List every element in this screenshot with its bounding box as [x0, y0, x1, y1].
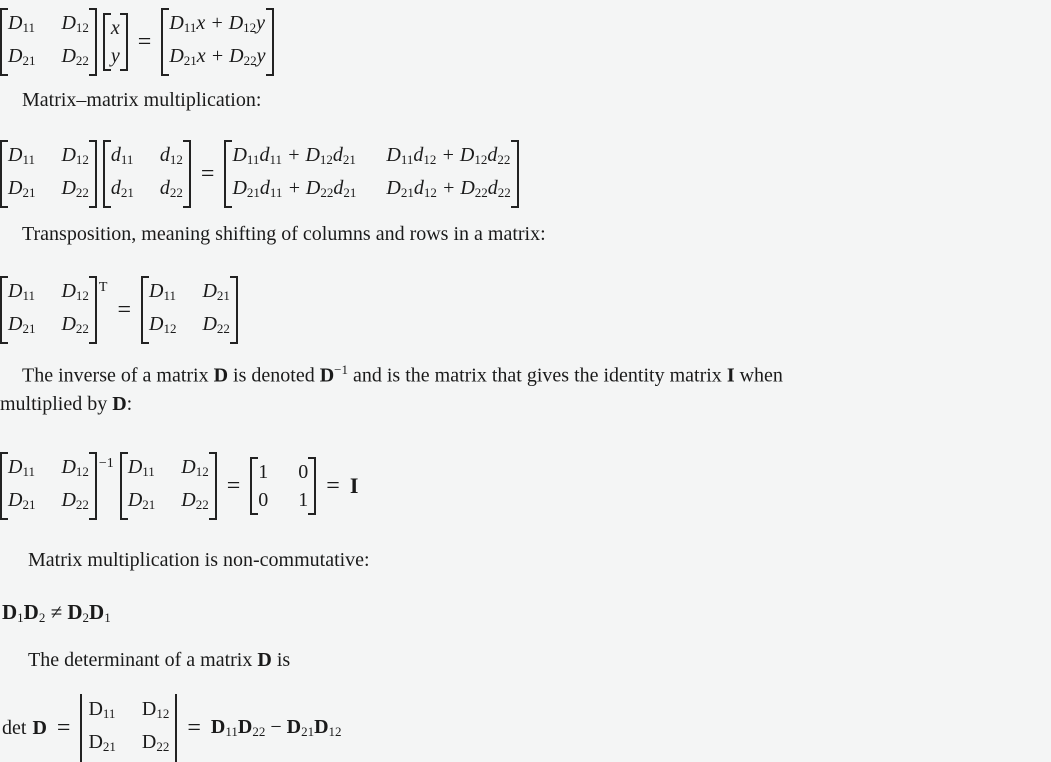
inverse-superscript: −1: [98, 456, 114, 471]
equation-noncommutative: $D_1D_2 \ne D_2D_1$: [2, 600, 111, 625]
matrix-D: $D_{11}$ $D_{12}$ $D_{21}$ $D_{22}$: [0, 140, 97, 208]
equation-inverse: $D_{11}$ $D_{12}$ $D_{21}$ $D_{22}$ −1 $D_{11}$ $D_{12}$ $D_{21}$ $D_{22}$ = 1 0 0 1 = I: [0, 452, 358, 520]
matrix-D-2: $D_{11}$ $D_{12}$ $D_{21}$ $D_{22}$: [120, 452, 217, 520]
paragraph-inverse-line1: The inverse of a matrix D is denoted $D^{-1}$ and is the matrix that gives the identity matrix I when: [22, 362, 783, 387]
paragraph-transposition: Transposition, meaning shifting of columns and rows in a matrix:: [22, 223, 546, 245]
equation-matrix-vector: $D_{11}$ $D_{12}$ $D_{21}$ $D_{22}$ x y = $D_{11}x + D_{12}y$ $D_{21}x + D_{22}y$: [0, 8, 274, 76]
matrix-D: $D_{11}$ $D_{12}$ $D_{21}$ $D_{22}$: [0, 8, 97, 76]
equation-matrix-matrix: $D_{11}$ $D_{12}$ $D_{21}$ $D_{22}$ $d_{11}$ $d_{12}$ $d_{21}$ $d_{22}$ = $D_{11}d_{11} + D_{12}d_{21}$ $D_{11}d_{12} + D_{12}d_{22}$ $D_{21}d_{11} + D_{22}d_{21}$ $D_{21}d_{12} + D_{22}d_{22}$: [0, 140, 519, 208]
matrix-D: $D_{11}$ $D_{12}$ $D_{21}$ $D_{22}$: [0, 276, 97, 344]
matrix-D: $D_{11}$ $D_{12}$ $D_{21}$ $D_{22}$: [0, 452, 97, 520]
transposed-matrix: $D_{11}$ $D_{21}$ $D_{12}$ $D_{22}$: [141, 276, 238, 344]
result-vector: $D_{11}x + D_{12}y$ $D_{21}x + D_{22}y$: [161, 8, 273, 76]
result-matrix: $D_{11}d_{11} + D_{12}d_{21}$ $D_{11}d_{12} + D_{12}d_{22}$ $D_{21}d_{11} + D_{22}d_{21}$ $D_{21}d_{12} + D_{22}d_{22}$: [224, 140, 518, 208]
paragraph-noncommutative: Matrix multiplication is non-commutative:: [28, 549, 370, 571]
paragraph-matrix-matrix: Matrix–matrix multiplication:: [22, 89, 262, 111]
equation-transpose: $D_{11}$ $D_{12}$ $D_{21}$ $D_{22}$ T = $D_{11}$ $D_{21}$ $D_{12}$ $D_{22}$: [0, 276, 238, 344]
equation-determinant: det D = $D_{11}$ $D_{12}$ $D_{21}$ $D_{22}$ = $D_{11}D_{22} - D_{21}D_{12}$: [0, 694, 342, 762]
vector-xy: x y: [103, 13, 128, 71]
matrix-d: $d_{11}$ $d_{12}$ $d_{21}$ $d_{22}$: [103, 140, 191, 208]
determinant-result: $D_{11}D_{22} - D_{21}D_{12}$: [210, 716, 342, 739]
paragraph-inverse-line2: multiplied by D:: [0, 393, 133, 415]
identity-symbol: I: [349, 473, 359, 498]
transpose-superscript: T: [98, 280, 108, 295]
paragraph-determinant: The determinant of a matrix D is: [28, 649, 291, 671]
identity-matrix: 1 0 0 1: [250, 457, 316, 515]
determinant-bars: $D_{11}$ $D_{12}$ $D_{21}$ $D_{22}$: [80, 694, 177, 762]
